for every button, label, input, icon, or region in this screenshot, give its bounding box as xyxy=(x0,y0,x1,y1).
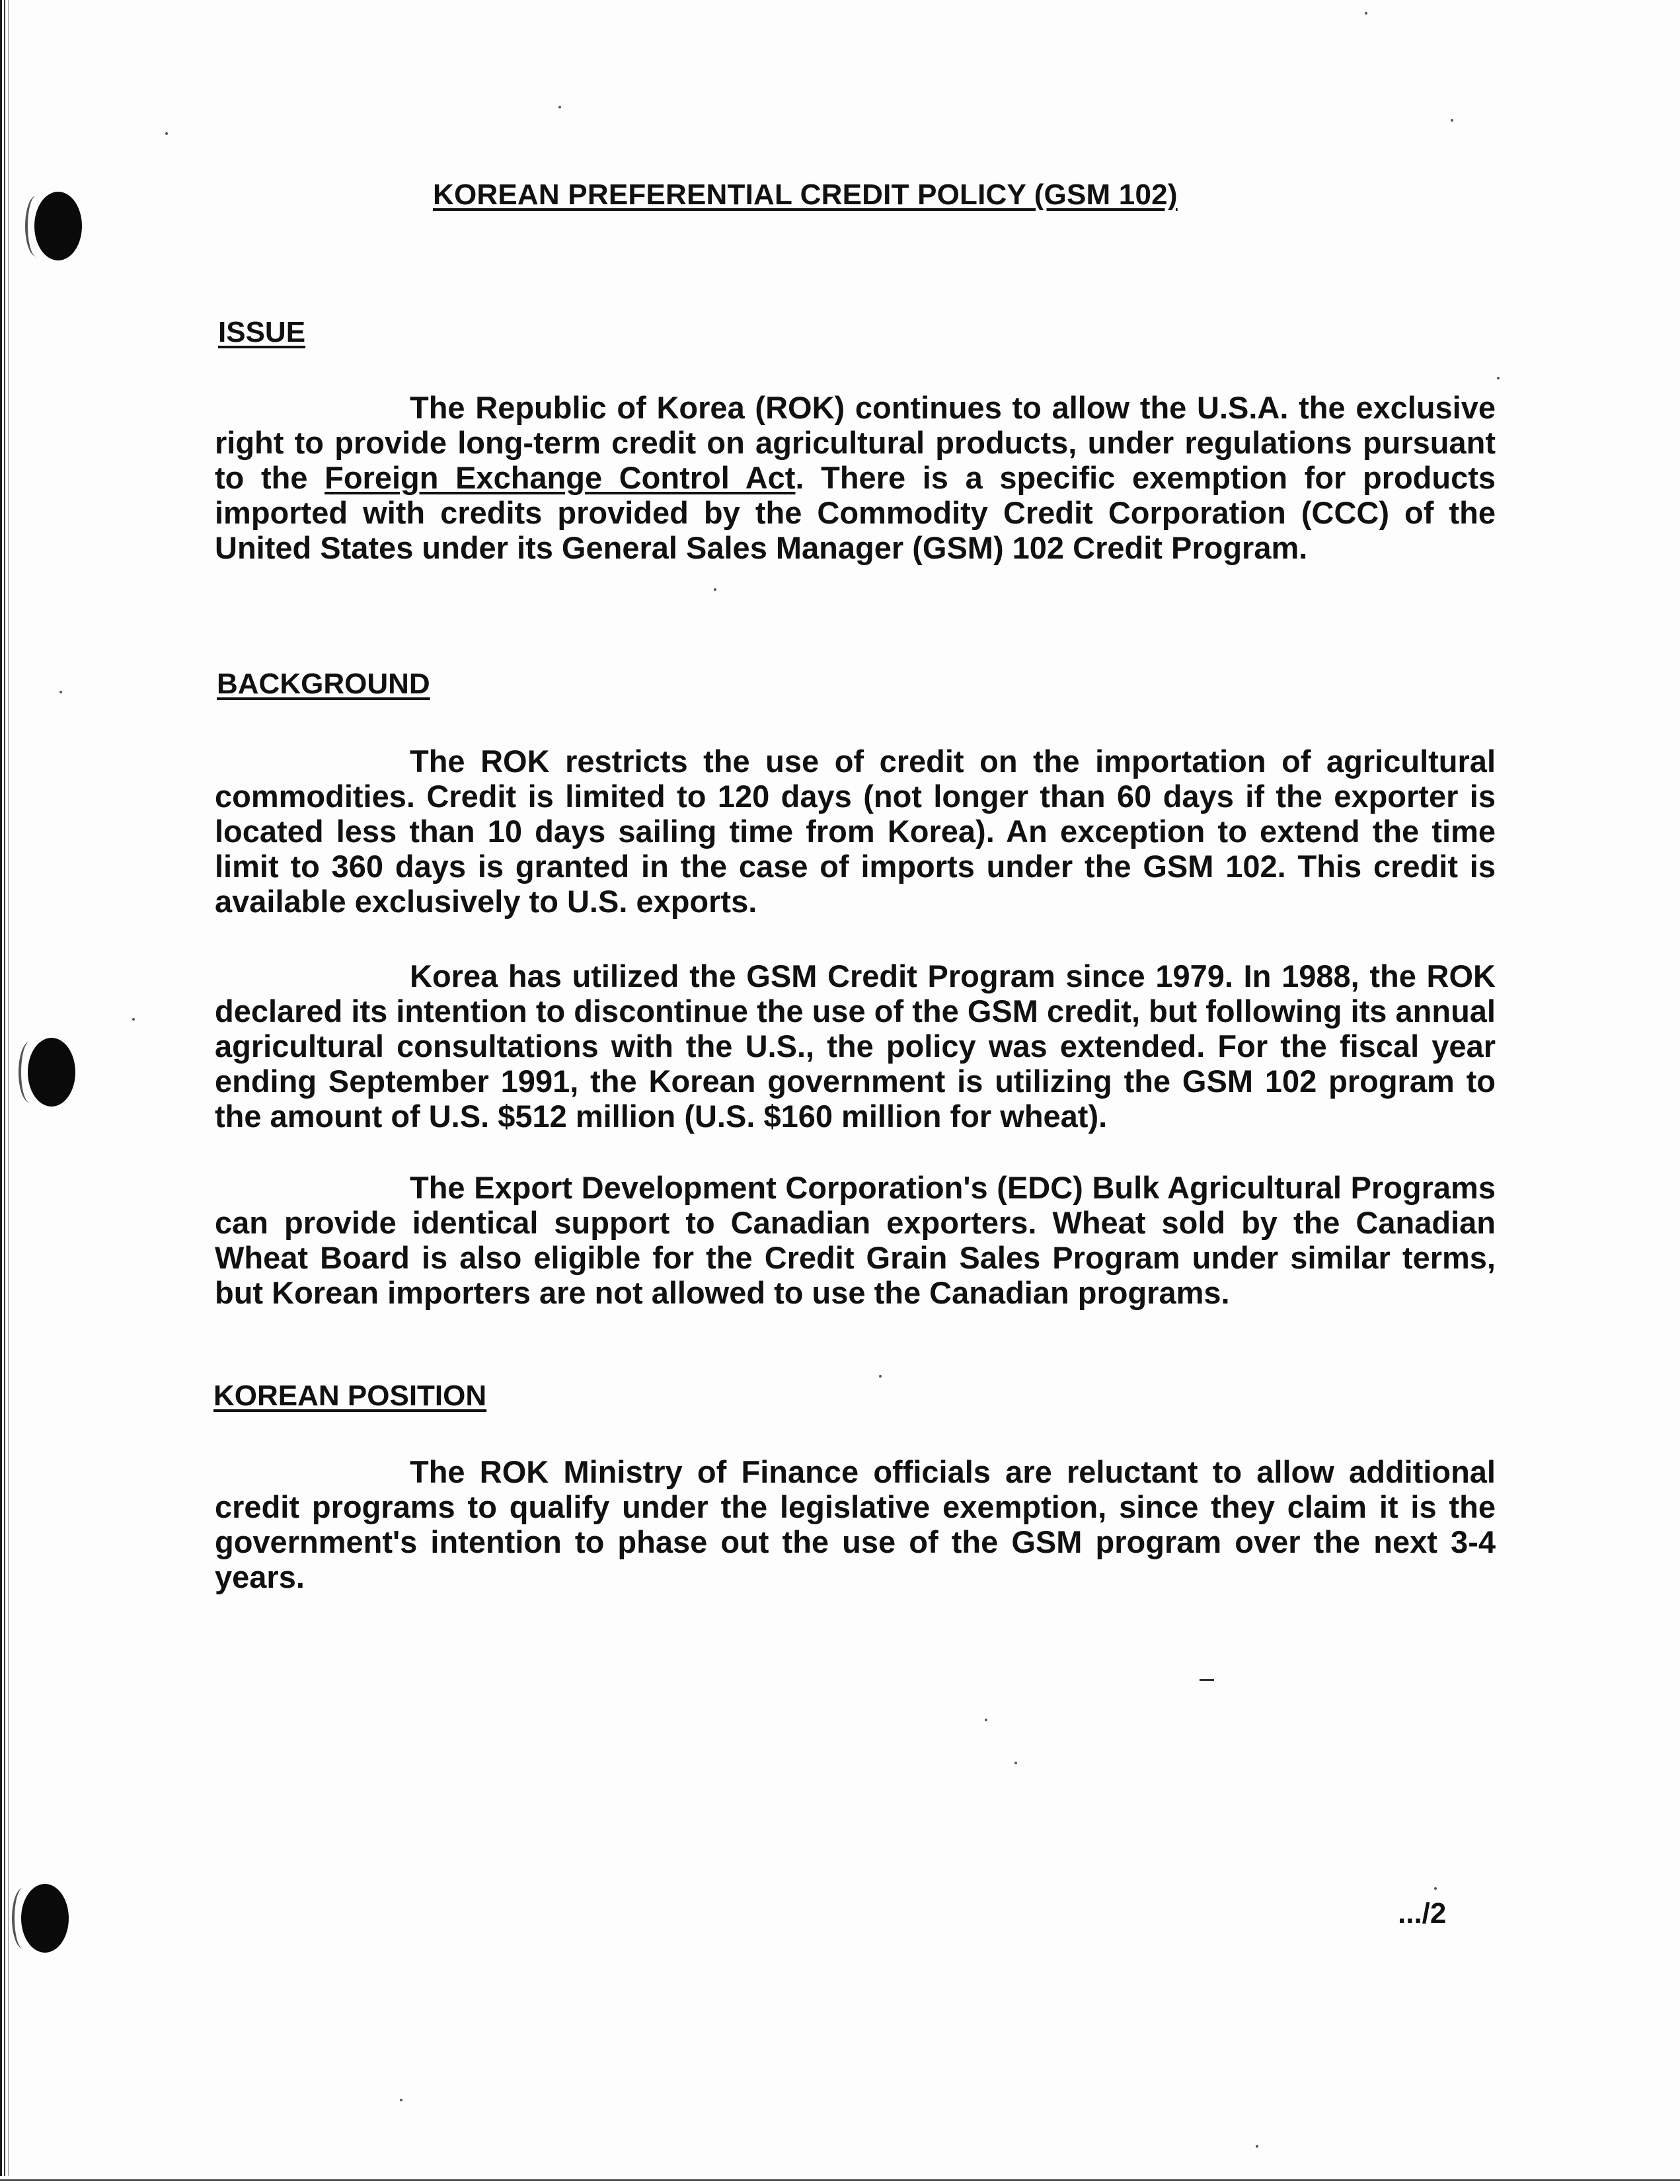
scan-speck xyxy=(558,106,561,108)
background-paragraph xyxy=(215,1170,1496,1310)
issue-paragraph xyxy=(215,390,1496,565)
punch-hole xyxy=(28,1038,75,1107)
korean-position-paragraph xyxy=(215,1454,1496,1594)
korean-position-paragraph-text: The ROK Ministry of Finance officials are reluctant to allow additional credit programs to qualify under the legislative exemption, since they claim it is the government's intention to phase out the use of the GSM program over the next 3-4 years. xyxy=(215,1454,1496,1594)
punch-hole xyxy=(34,192,82,260)
scan-speck xyxy=(400,2099,402,2101)
act-name: Foreign Exchange Control Act xyxy=(325,460,796,495)
issue-text-after-act: . There is a specific exemption for products imported with credits provided by the Commodity Credit Corporation (CCC) of the United States under its General Sales Manager (GSM) 102 Credit Program. xyxy=(215,460,1496,565)
document-title: KOREAN PREFERENTIAL CREDIT POLICY (GSM 102) xyxy=(433,178,1178,211)
scan-speck xyxy=(165,132,168,135)
page-continuation-marker: .../2 xyxy=(1398,1897,1447,1930)
background-paragraph xyxy=(215,744,1496,919)
issue-text-before-act: The Republic of Korea (ROK) continues to allow the U.S.A. the exclusive right to provide long-term credit on agricultural products, under regulations pursuant to the xyxy=(215,390,1496,495)
punch-hole xyxy=(21,1884,69,1953)
scan-speck xyxy=(1256,2145,1258,2148)
scan-speck xyxy=(1434,1887,1437,1890)
scan-speck xyxy=(1451,119,1453,122)
scan-speck xyxy=(879,1375,882,1378)
section-heading-background: BACKGROUND xyxy=(217,668,430,700)
scan-speck xyxy=(985,1719,987,1721)
scan-speck xyxy=(714,588,716,591)
background-paragraph-text: Korea has utilized the GSM Credit Program since 1979. In 1988, the ROK declared its intention to discontinue the use of the GSM credit, but following its annual agricultural consultations with the U.S., the policy was extended. For the fiscal year ending September 1991, the Korean government is utilizing the GSM 102 program to the amount of U.S. $512 million (U.S. $160 million for wheat). xyxy=(215,958,1496,1134)
section-heading-korean-position: KOREAN POSITION xyxy=(213,1380,487,1412)
scan-speck xyxy=(1497,377,1500,379)
stray-dash-mark xyxy=(1200,1679,1214,1681)
section-heading-issue: ISSUE xyxy=(218,316,306,348)
binding-edge xyxy=(0,0,11,2184)
scan-speck xyxy=(1014,1762,1017,1764)
background-paragraph xyxy=(215,958,1496,1134)
scan-speck xyxy=(1365,12,1367,15)
scan-speck xyxy=(132,1018,135,1021)
bottom-edge xyxy=(0,2176,1680,2184)
scan-speck xyxy=(59,691,62,693)
background-paragraph-text: The ROK restricts the use of credit on the importation of agricultural commodities. Credit is limited to 120 days (not longer than 60 days if the exporter is located less than 10 days sailing time from Korea). An exception to extend the time limit to 360 days is granted in the case of imports under the GSM 102. This credit is available exclusively to U.S. exports. xyxy=(215,744,1496,919)
background-paragraph-text: The Export Development Corporation's (EDC) Bulk Agricultural Programs can provide identical support to Canadian exporters. Wheat sold by the Canadian Wheat Board is also eligible for the Credit Grain Sales Program under similar terms, but Korean importers are not allowed to use the Canadian programs. xyxy=(215,1170,1496,1310)
